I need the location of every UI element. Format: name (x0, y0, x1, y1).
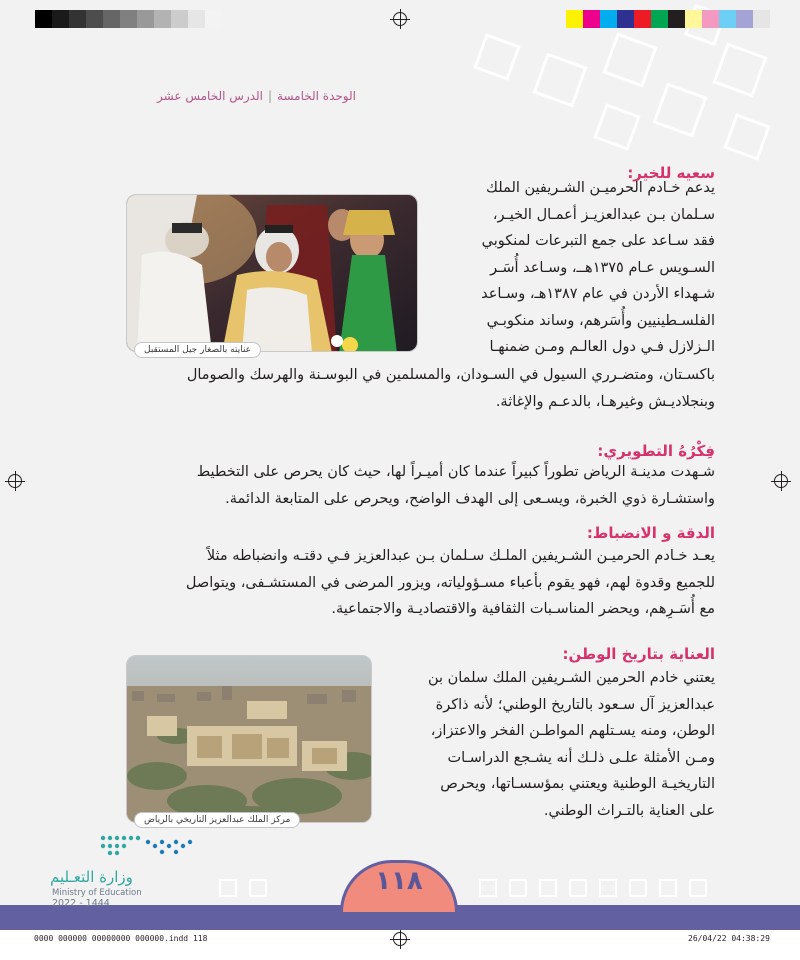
paragraph-heritage (380, 670, 715, 829)
print-slug-left: 0000 000000 00000000 000000.indd 118 (34, 934, 208, 943)
ministry-name-arabic: وزارة التعـليم (50, 868, 133, 886)
text-line: يدعم خـادم الحرميـن الشـريفين الملك (486, 180, 715, 196)
text-line: عبدالعزيز آل سـعود بالتاريخ الوطني؛ لأنه ذاكرة (435, 696, 715, 713)
ministry-name-english: Ministry of Education (52, 888, 142, 898)
unit-label: الوحدة الخامسة (277, 89, 356, 103)
paragraph-precision (55, 548, 715, 628)
running-head (126, 89, 356, 103)
registration-mark-left (8, 474, 22, 488)
text-line: الفلسـطينيين وأُسَرهم، وساند منكوبـي (486, 312, 715, 329)
text-line: للجميع وقدوة لهم، فهو يقوم بأعباء مسـؤولياته، ويزور المرضى في المستشـفى، ويتواصل (185, 574, 715, 591)
registration-mark-bottom (393, 932, 407, 946)
head-separator: | (267, 89, 273, 103)
text-line: يعتني خادم الحرمين الشـريفين الملك سلمان بن (427, 670, 715, 686)
registration-mark-top (393, 12, 407, 26)
section-heading-heritage: العناية بتاريخ الوطن: (562, 645, 715, 663)
print-slug-right: 26/04/22 04:38:29 (688, 934, 770, 943)
text-line: ومـن الأمثلة علـى ذلـك أنه يشـجع الدراسـات (447, 749, 715, 766)
text-line: سـلمان بـن عبدالعزيـز أعمـال الخيـر، (492, 206, 715, 223)
text-line: شـهداء الأردن في عام ١٣٨٧هـ، وسـاعد (481, 286, 715, 302)
section-heading-charity: سعيه للخير: (627, 164, 715, 182)
color-calibration-strip (566, 10, 770, 28)
lesson-label: الدرس الخامس عشر (157, 89, 263, 103)
text-line: يعـد خـادم الحرميـن الشـريفين الملـك سـلمان بـن عبدالعزيز فـي دقتـه وانضباطه مثلاً (206, 548, 715, 564)
text-line: فقد سـاعد على جمع التبرعات لمنكوبي (481, 233, 715, 249)
section-heading-development: فِكْرُهُ التطويري: (597, 442, 715, 460)
ministry-dots-icon (98, 832, 198, 858)
text-line: التاريخيـة الوطنية ويعتني بمؤسسـاتها، ويحرص (440, 776, 715, 792)
paragraph-charity-full (55, 367, 715, 420)
photo-caption-king: عنايته بالصغار جيل المستقبل (134, 342, 261, 358)
text-line: واستشـارة ذوي الخبرة، ويسـعى إلى الهدف الواضح، ويحرص على المتابعة الدائمة. (225, 490, 715, 507)
text-line: على العناية بالتـراث الوطني. (543, 802, 715, 819)
photo-caption-center: مركز الملك عبدالعزيز التاريخي بالرياض (134, 812, 300, 828)
ministry-year: 2022 - 1444 (52, 898, 110, 909)
photo-riyadh-illustration (127, 656, 372, 823)
text-line: الـزلازل فـي دول العالـم ومـن ضمنهـا (489, 339, 715, 355)
paragraph-development (55, 464, 715, 517)
text-line: شـهدت مدينـة الرياض تطوراً كبيراً عندما كان أميـراً لها، حيث كان يحرص على التخطيط (196, 464, 715, 480)
paragraph-charity-wrapped (363, 180, 715, 366)
text-line: وبنجلاديـش وغيرهـا، بالدعـم والإغاثة. (495, 393, 715, 410)
gray-calibration-strip (35, 10, 222, 28)
text-line: مع أُسَـرِهم، ويحضر المناسـبات الثقافية والاقتصاديـة والاجتماعية. (331, 601, 715, 617)
ministry-logo (48, 832, 188, 907)
page-number: ١١٨ (375, 866, 423, 896)
photo-historical-center (126, 655, 372, 823)
registration-mark-right (774, 474, 788, 488)
text-line: باكسـتان، ومتضـرري السيول في السـودان، والمسلمين في البوسـنة والهرسك والصومال (186, 367, 715, 383)
text-line: الوطن، ومنه يسـتلهم المواطـن الفخر والاعتزاز، (430, 723, 715, 739)
section-heading-precision: الدقة و الانضباط: (586, 524, 715, 542)
text-line: السـويس عـام ١٣٧٥هــ، وسـاعد أُسَـر (490, 259, 715, 276)
